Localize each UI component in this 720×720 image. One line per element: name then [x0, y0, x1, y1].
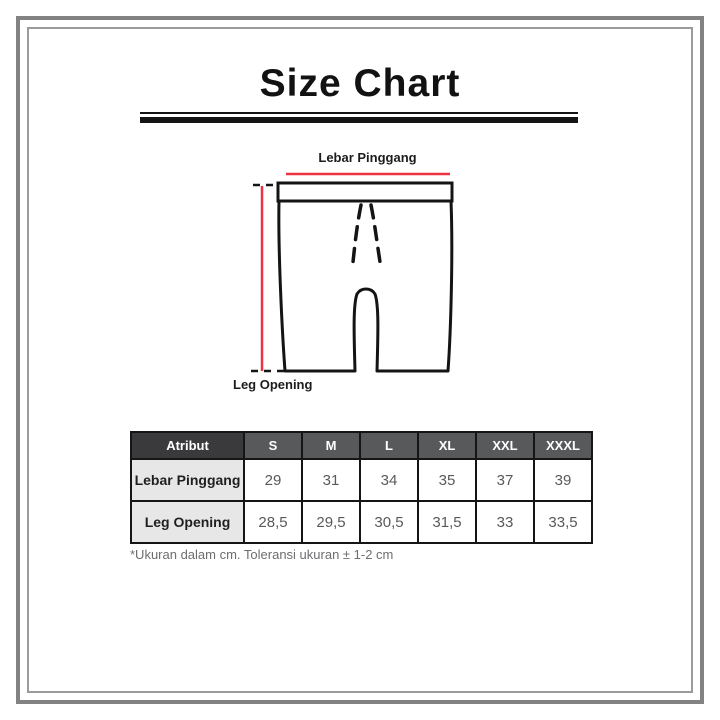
table-cell: 31: [302, 459, 360, 501]
size-table: [130, 431, 593, 544]
table-row: [131, 459, 592, 501]
table-cell: 29,5: [302, 501, 360, 543]
table-cell: 37: [476, 459, 534, 501]
column-header-xl: XL: [418, 432, 476, 459]
table-cell: 29: [244, 459, 302, 501]
column-header-xxxl: XXXL: [534, 432, 592, 459]
table-cell: 28,5: [244, 501, 302, 543]
column-header-atribut: Atribut: [131, 432, 244, 459]
title-underline-thin: [140, 112, 578, 114]
table-cell: 31,5: [418, 501, 476, 543]
table-cell: 33,5: [534, 501, 592, 543]
title-underline-thick: [140, 117, 578, 123]
table-cell: 34: [360, 459, 418, 501]
table-cell: 35: [418, 459, 476, 501]
row-label-waist: Lebar Pinggang: [131, 459, 244, 501]
shorts-outline: [279, 201, 452, 371]
column-header-l: L: [360, 432, 418, 459]
row-label-leg-opening: Leg Opening: [131, 501, 244, 543]
column-header-m: M: [302, 432, 360, 459]
table-cell: 30,5: [360, 501, 418, 543]
page-title: Size Chart: [259, 62, 461, 105]
waistband: [278, 183, 452, 201]
table-cell: 33: [476, 501, 534, 543]
shorts-diagram: [220, 140, 490, 400]
waist-width-label: Lebar Pinggang: [318, 150, 417, 165]
column-header-s: S: [244, 432, 302, 459]
footnote: *Ukuran dalam cm. Toleransi ukuran ± 1-2 cm: [130, 547, 394, 562]
column-header-xxl: XXL: [476, 432, 534, 459]
table-row: [131, 501, 592, 543]
table-header-row: [131, 432, 592, 459]
table-cell: 39: [534, 459, 592, 501]
leg-opening-label: Leg Opening: [233, 377, 313, 392]
